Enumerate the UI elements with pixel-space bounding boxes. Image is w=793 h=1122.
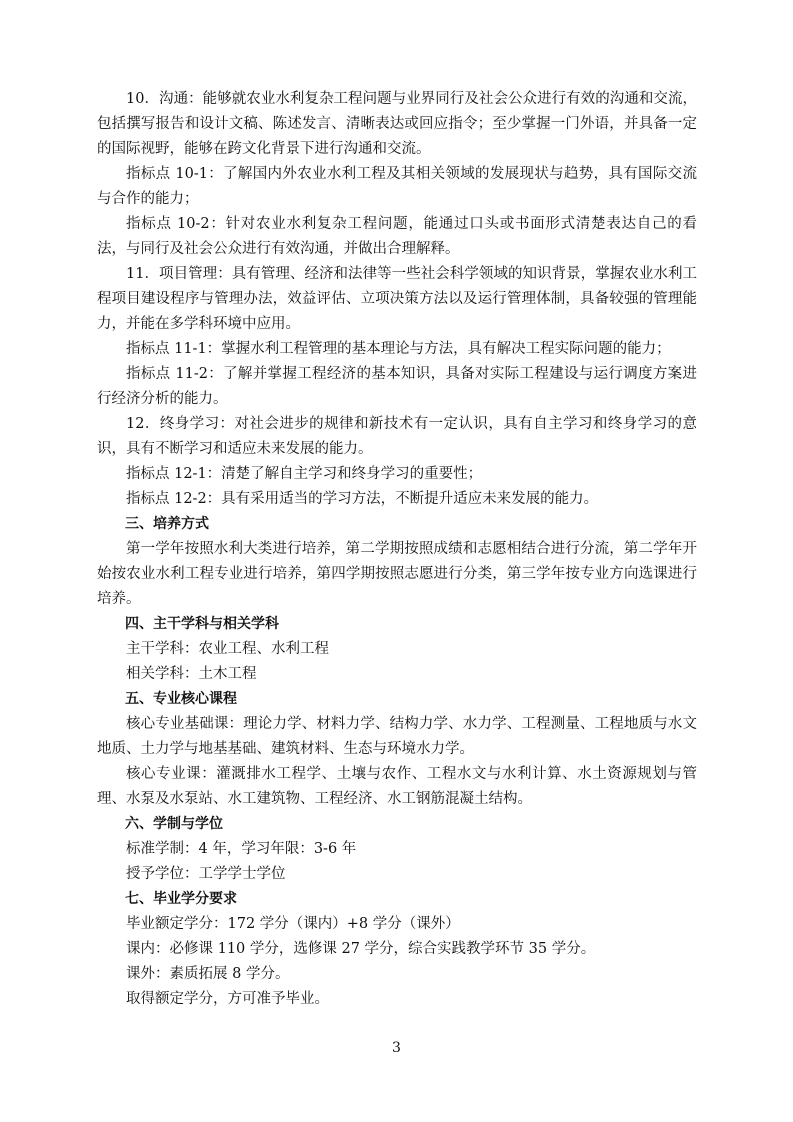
indicator-11-1: 指标点 11-1：掌握水利工程管理的基本理论与方法，具有解决工程实际问题的能力； [126, 341, 671, 357]
in-class-credits: 课内：必修课 110 学分，选修课 27 学分，综合实践教学环节 35 学分。 [126, 941, 596, 957]
required-credits: 毕业额定学分：172 学分（课内）+8 学分（课外） [126, 916, 460, 932]
paragraph-lifelong-learning: 12．终身学习：对社会进步的规律和新技术有一定认识，具有自主学习和终身学习的意识，具有不断学习和适应未来发展的能力。 [97, 416, 697, 457]
extracurricular-credits: 课外：素质拓展 8 学分。 [126, 966, 290, 982]
page-number: 3 [392, 1040, 401, 1056]
graduation-note: 取得额定学分，方可准予毕业。 [126, 991, 329, 1007]
indicator-12-2: 指标点 12-2：具有采用适当的学习方法，不断提升适应未来发展的能力。 [126, 491, 599, 507]
related-discipline: 相关学科：土木工程 [126, 666, 257, 682]
core-basic-courses: 核心专业基础课：理论力学、材料力学、结构力学、水力学、工程测量、工程地质与水文地质、土力学与地基基础、建筑材料、生态与环境水力学。 [97, 716, 697, 757]
section-heading-disciplines: 四、主干学科与相关学科 [125, 616, 279, 632]
section-heading-credit-requirements: 七、毕业学分要求 [125, 891, 237, 907]
page-content [97, 87, 697, 1012]
main-discipline: 主干学科：农业工程、水利工程 [126, 641, 329, 657]
section-heading-duration-degree: 六、学制与学位 [125, 816, 223, 832]
indicator-12-1: 指标点 12-1：清楚了解自主学习和终身学习的重要性； [126, 466, 483, 482]
paragraph-communication: 10．沟通：能够就农业水利复杂工程问题与业界同行及社会公众进行有效的沟通和交流，包括撰写报告和设计文稿、陈述发言、清晰表达或回应指令；至少掌握一门外语，并具备一定的国际视野，能够在跨文化背景下进行沟通和交流。 [97, 91, 697, 157]
study-duration: 标准学制：4 年，学习年限：3-6 年 [126, 841, 357, 857]
paragraph-training-mode: 第一学年按照水利大类进行培养，第二学期按照成绩和志愿相结合进行分流，第二学年开始按农业水利工程专业进行培养，第四学期按照志愿进行分类，第三学年按专业方向选课进行培养。 [97, 541, 697, 607]
indicator-10-2: 指标点 10-2：针对农业水利复杂工程问题，能通过口头或书面形式清楚表达自己的看法，与同行及社会公众进行有效沟通，并做出合理解释。 [97, 216, 697, 257]
section-heading-core-courses: 五、专业核心课程 [125, 691, 237, 707]
paragraph-project-management: 11．项目管理：具有管理、经济和法律等一些社会科学领域的知识背景，掌握农业水利工程项目建设程序与管理办法，效益评估、立项决策方法以及运行管理体制，具备较强的管理能力，并能在多学科环境中应用。 [97, 266, 697, 332]
core-major-courses: 核心专业课：灌溉排水工程学、土壤与农作、工程水文与水利计算、水土资源规划与管理、水泵及水泵站、水工建筑物、工程经济、水工钢筋混凝土结构。 [97, 766, 697, 807]
degree-awarded: 授予学位：工学学士学位 [126, 866, 286, 882]
indicator-10-1: 指标点 10-1：了解国内外农业水利工程及其相关领域的发展现状与趋势，具有国际交流与合作的能力； [97, 166, 697, 207]
indicator-11-2: 指标点 11-2：了解并掌握工程经济的基本知识，具备对实际工程建设与运行调度方案进行经济分析的能力。 [97, 366, 697, 407]
section-heading-training-mode: 三、培养方式 [125, 516, 209, 532]
